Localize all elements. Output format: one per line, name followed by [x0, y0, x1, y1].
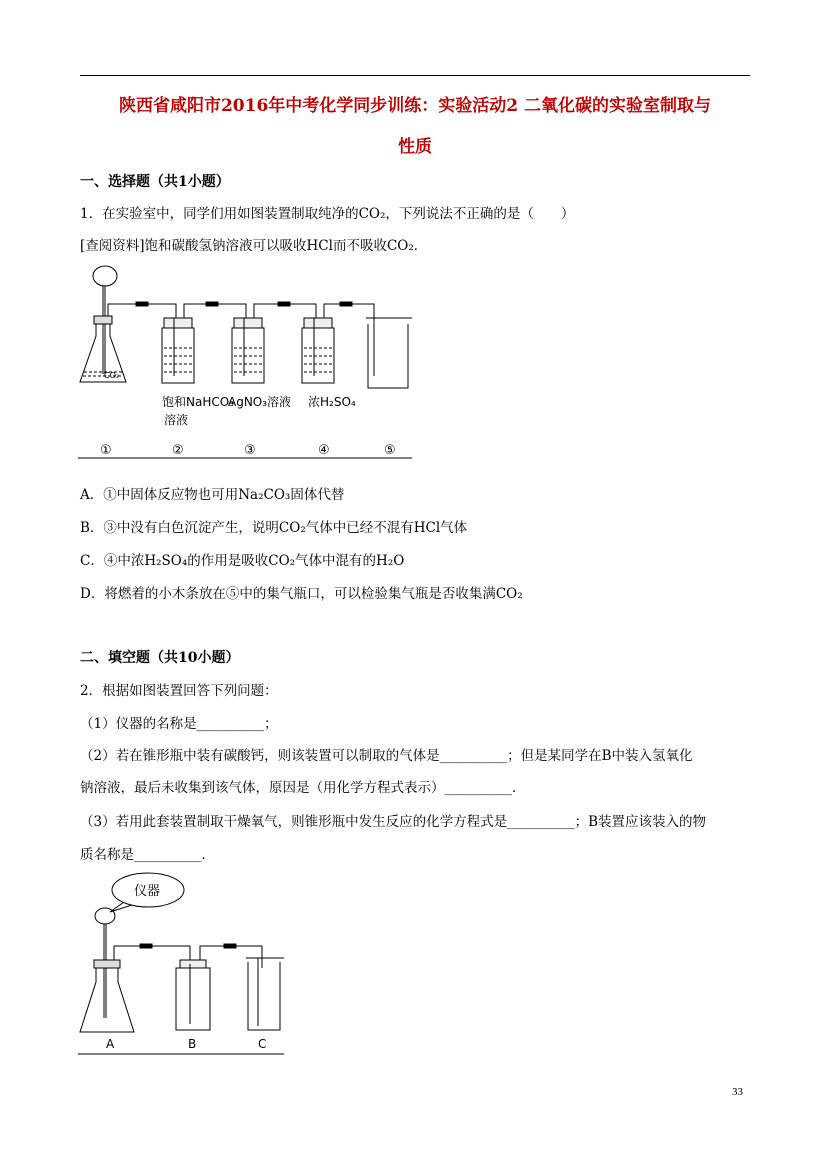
section2-heading: 二、填空题（共10小题） — [80, 650, 240, 666]
option-c: C．④中浓H₂SO₄的作用是吸收CO₂气体中混有的H₂O — [80, 553, 405, 569]
question2-part3-line2: 质名称是__________． — [80, 847, 215, 863]
figure1-number-1: ① — [100, 443, 112, 458]
figure1-label-bottle2-line2: 溶液 — [164, 413, 189, 427]
figure1-flask-label: CO₂ — [104, 371, 120, 380]
figure1-apparatus — [78, 264, 418, 464]
header-rule — [80, 75, 750, 76]
question1-stem: 1．在实验室中，同学们用如图装置制取纯净的CO₂，下列说法不正确的是（ ） — [80, 206, 575, 222]
figure1-number-3: ③ — [244, 443, 256, 458]
figure1-label-bottle2-line1: 饱和NaHCO₃ — [162, 395, 234, 409]
document-title-line2: 性质 — [398, 137, 432, 157]
figure2-label-c: C — [258, 1037, 267, 1051]
question2-part3-line1: （3）若用此套装置制取干燥氧气，则锥形瓶中发生反应的化学方程式是__________；B装置应该装入的物 — [80, 814, 707, 830]
figure1-number-4: ④ — [318, 443, 330, 458]
question2-part1: （1）仪器的名称是__________； — [80, 716, 278, 732]
figure1-label-bottle3: AgNO₃溶液 — [228, 395, 292, 409]
figure2-label-a: A — [106, 1037, 115, 1051]
figure1-label-bottle4: 浓H₂SO₄ — [308, 395, 356, 409]
page-number: 33 — [732, 1086, 743, 1098]
question2-stem: 2．根据如图装置回答下列问题： — [80, 683, 278, 699]
section1-heading: 一、选择题（共1小题） — [80, 174, 230, 190]
option-d: D．将燃着的小木条放在⑤中的集气瓶口，可以检验集气瓶是否收集满CO₂ — [80, 586, 523, 602]
document-title-line1: 陕西省咸阳市2016年中考化学同步训练：实验活动2 二氧化碳的实验室制取与 — [118, 96, 712, 116]
question2-part2-line1: （2）若在锥形瓶中装有碳酸钙，则该装置可以制取的气体是__________；但是某同学在B中装入氢氧化 — [80, 748, 693, 764]
figure2-apparatus — [78, 868, 288, 1058]
question1-note: [查阅资料]饱和碳酸氢钠溶液可以吸收HCl而不吸收CO₂． — [80, 238, 428, 254]
figure2-label-b: B — [188, 1037, 197, 1051]
figure1-number-5: ⑤ — [384, 443, 396, 458]
figure1-number-2: ② — [172, 443, 184, 458]
option-a: A．①中固体反应物也可用Na₂CO₃固体代替 — [80, 487, 345, 503]
option-b: B．③中没有白色沉淀产生，说明CO₂气体中已经不混有HCl气体 — [80, 520, 468, 536]
question2-part2-line2: 钠溶液，最后未收集到该气体，原因是（用化学方程式表示）__________． — [80, 780, 526, 796]
figure2-callout-label: 仪器 — [134, 884, 161, 899]
